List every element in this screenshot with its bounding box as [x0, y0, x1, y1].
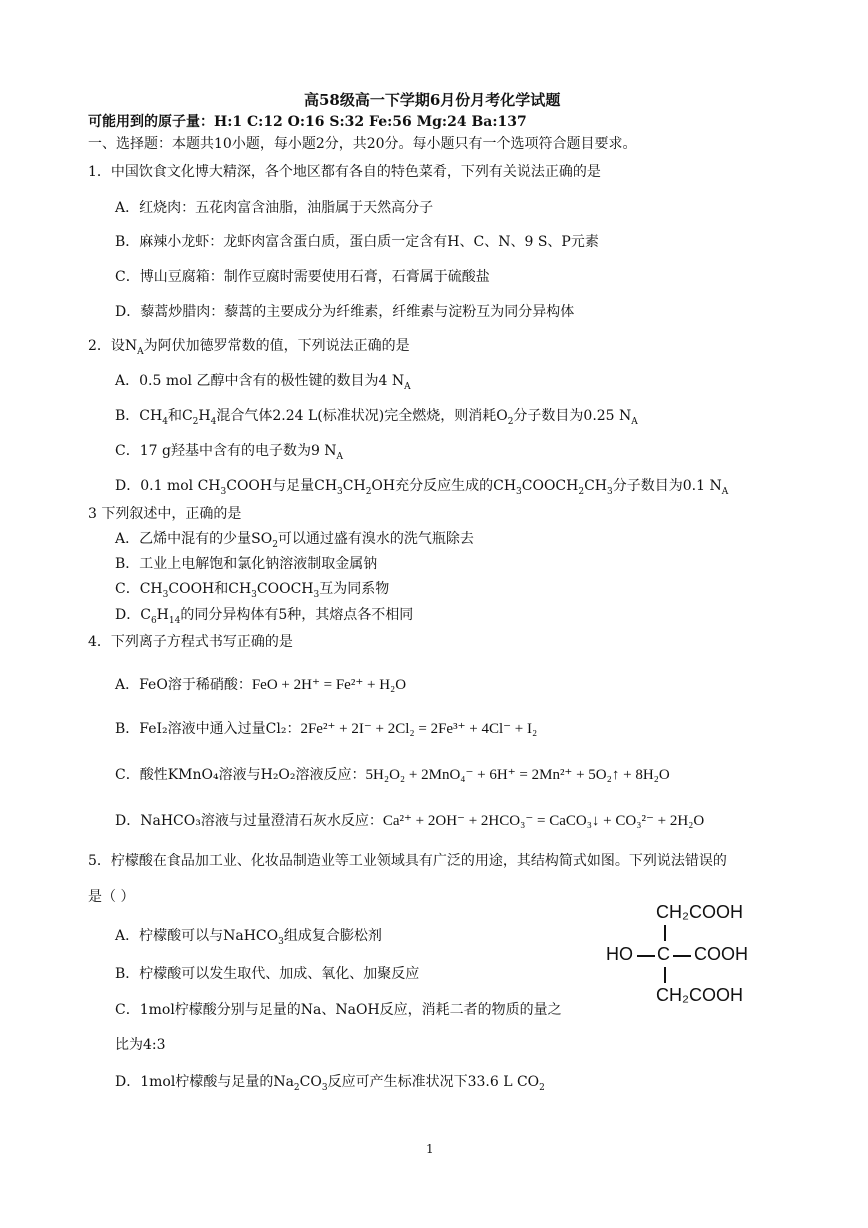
section-heading: 一、选择题：本题共10小题，每小题2分，共20分。每小题只有一个选项符合题目要求。 — [88, 136, 637, 152]
q1-option-a: A．红烧肉：五花肉富含油脂，油脂属于天然高分子 — [115, 200, 434, 216]
q2-option-c: C．17 g羟基中含有的电子数为9 $N_A$ — [115, 443, 344, 462]
struct-center-atom: C — [657, 944, 670, 964]
q4-stem: 4．下列离子方程式书写正确的是 — [88, 634, 293, 650]
q3-option-d: D．$C_6H_{14}$的同分异构体有5种，其熔点各不相同 — [115, 607, 414, 626]
q2-option-a: A．0.5 mol 乙醇中含有的极性键的数目为4 $N_A$ — [115, 373, 411, 392]
q3-option-a: A．乙烯中混有的少量$SO_2$可以通过盛有溴水的洗气瓶除去 — [115, 531, 474, 550]
struct-bond-left — [637, 955, 655, 957]
struct-bottom-group: CH₂COOH — [656, 985, 743, 1005]
q4-option-b: B．FeI₂溶液中通入过量Cl₂：2Fe²⁺ + 2I⁻ + 2Cl₂ = 2Fe³⁺ + 4Cl⁻ + I₂ — [115, 721, 538, 737]
q5-stem: 5．柠檬酸在食品加工业、化妆品制造业等工业领域具有广泛的用途，其结构简式如图。下列说法错误的 — [88, 853, 727, 869]
q2-option-d: D．0.1 mol $CH_3COOH$与足量$CH_3CH_2OH$充分反应生成的$CH_3COOCH_2CH_3$分子数目为0.1 $N_A$ — [115, 478, 729, 497]
q1-option-c: C．博山豆腐箱：制作豆腐时需要使用石膏，石膏属于硫酸盐 — [115, 269, 490, 285]
q1-option-b: B．麻辣小龙虾：龙虾肉富含蛋白质，蛋白质一定含有H、C、N、9 S、P元素 — [115, 234, 599, 250]
struct-bond-bottom — [664, 967, 666, 983]
q1-option-d: D．藜蒿炒腊肉：藜蒿的主要成分为纤维素，纤维素与淀粉互为同分异构体 — [115, 304, 575, 320]
q5-option-c-cont: 比为4:3 — [115, 1037, 166, 1053]
atomic-masses: 可能用到的原子量：H:1 C:12 O:16 S:32 Fe:56 Mg:24 Ba:137 — [88, 114, 527, 130]
struct-left-group: HO — [606, 944, 633, 964]
q2-stem: 2．设$N_A$为阿伏加德罗常数的值，下列说法正确的是 — [88, 338, 410, 357]
struct-top-group: CH₂COOH — [656, 902, 743, 922]
q5-option-d: D．1mol柠檬酸与足量的$Na_2CO_3$反应可产生标准状况下33.6 L $CO_2$ — [115, 1074, 545, 1093]
q3-stem: 3 下列叙述中，正确的是 — [88, 506, 242, 522]
struct-bond-top — [664, 925, 666, 941]
q4-option-a: A．FeO溶于稀硝酸：FeO + 2H⁺ = Fe²⁺ + H₂O — [115, 677, 407, 693]
citric-acid-structure — [606, 902, 766, 1012]
q5-stem-cont: 是（ ） — [88, 889, 135, 905]
q5-option-b: B．柠檬酸可以发生取代、加成、氧化、加聚反应 — [115, 966, 420, 982]
page-number: 1 — [426, 1142, 434, 1156]
q3-option-b: B．工业上电解饱和氯化钠溶液制取金属钠 — [115, 556, 378, 572]
q3-option-c: C．$CH_3COOH$和$CH_3COOCH_3$互为同系物 — [115, 581, 390, 600]
q1-stem: 1．中国饮食文化博大精深，各个地区都有各自的特色菜肴，下列有关说法正确的是 — [88, 164, 601, 180]
q5-option-a: A．柠檬酸可以与NaHCO$_3$组成复合膨松剂 — [115, 928, 382, 947]
q4-option-c: C．酸性KMnO₄溶液与H₂O₂溶液反应：5H₂O₂ + 2MnO₄⁻ + 6H⁺ = 2Mn²⁺ + 5O₂↑ + 8H₂O — [115, 767, 670, 783]
struct-right-group: COOH — [694, 944, 748, 964]
struct-bond-right — [673, 955, 691, 957]
q5-option-c: C．1mol柠檬酸分别与足量的Na、NaOH反应，消耗二者的物质的量之 — [115, 1002, 562, 1018]
q4-option-d: D．NaHCO₃溶液与过量澄清石灰水反应：Ca²⁺ + 2OH⁻ + 2HCO₃⁻ = CaCO₃↓ + CO₃²⁻ + 2H₂O — [115, 813, 705, 829]
exam-title: 高58级高一下学期6月份月考化学试题 — [304, 91, 561, 109]
q2-option-b: B．$CH_4$和$C_2H_4$混合气体2.24 L(标准状况)完全燃烧，则消耗$O_2$分子数目为0.25 $N_A$ — [115, 408, 638, 427]
